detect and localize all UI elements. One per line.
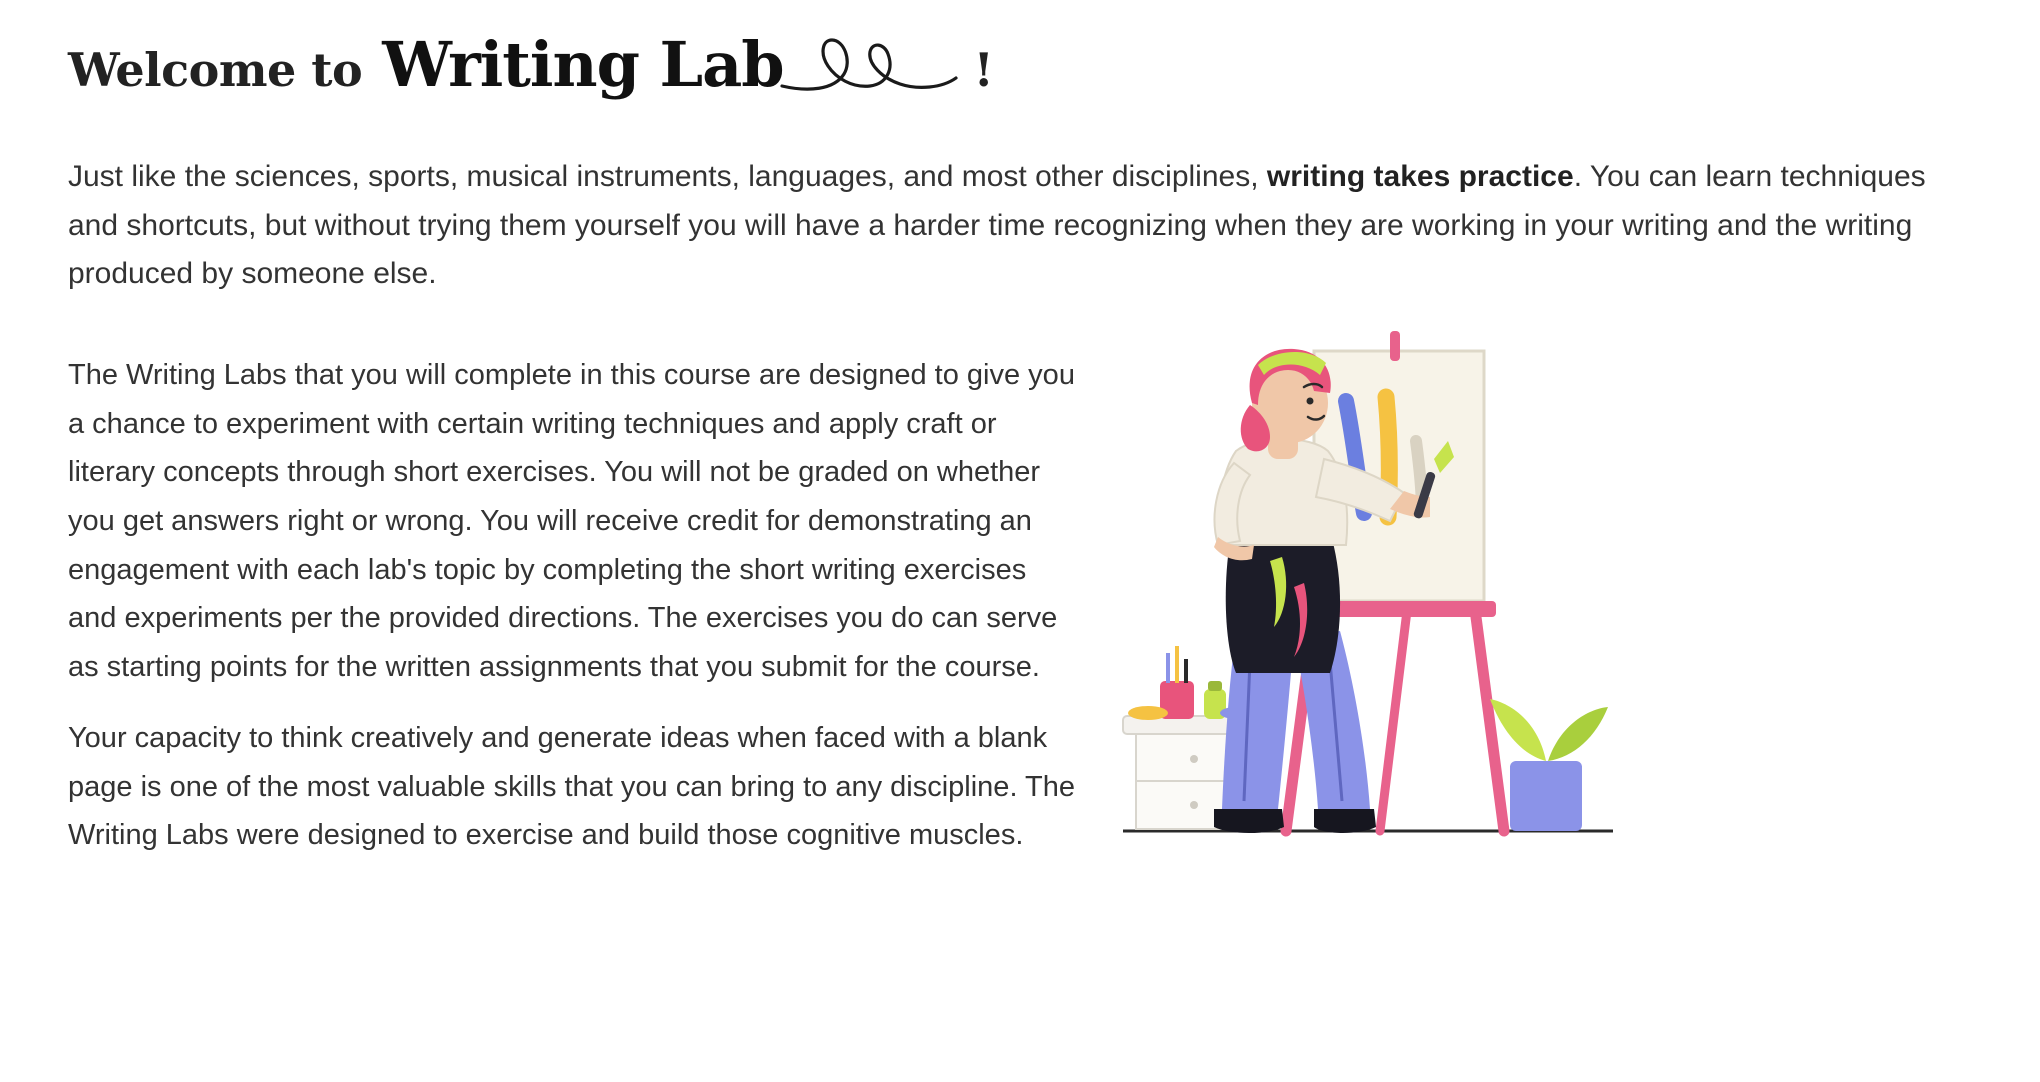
- swash-flourish-icon: [778, 30, 968, 100]
- heading-welcome-text: Welcome to: [68, 43, 363, 97]
- artist-painting-at-easel-illustration: [1118, 331, 1618, 861]
- body-paragraph-2: Your capacity to think creatively and generate ideas when faced with a blank page is one of the most valuable skills that you can bring to any discipline. The Writing Labs were designed to exercise and build those cognitive muscles.: [68, 721, 1075, 852]
- page-title: [0, 10, 2040, 101]
- intro-text-after-bold: . You can learn techniques and shortcuts, but without trying them yourself you will have a harder time recognizing when they are working in your writing and the writing produced by someone else.: [68, 160, 1926, 291]
- heading-title-text: Writing Lab: [382, 28, 784, 101]
- content-columns: [0, 299, 2040, 861]
- body-paragraph-1: The Writing Labs that you will complete in this course are designed to give you a chance to experiment with certain writing techniques and apply craft or literary concepts through short exercises. You will not be graded on whether you get answers right or wrong. You will receive credit for demonstrating an engagement with each lab's topic by completing the short writing exercises and experiments per the provided directions. The exercises you do can serve as starting points for the written assignments that you submit for the course.: [68, 358, 1075, 684]
- intro-text-before-bold: Just like the sciences, sports, musical instruments, languages, and most other disciplines,: [68, 160, 1267, 193]
- intro-paragraph: [0, 101, 2040, 299]
- body-text-column: [68, 351, 1078, 860]
- heading-exclamation: !: [973, 43, 994, 97]
- intro-bold-phrase: writing takes practice: [1266, 160, 1574, 193]
